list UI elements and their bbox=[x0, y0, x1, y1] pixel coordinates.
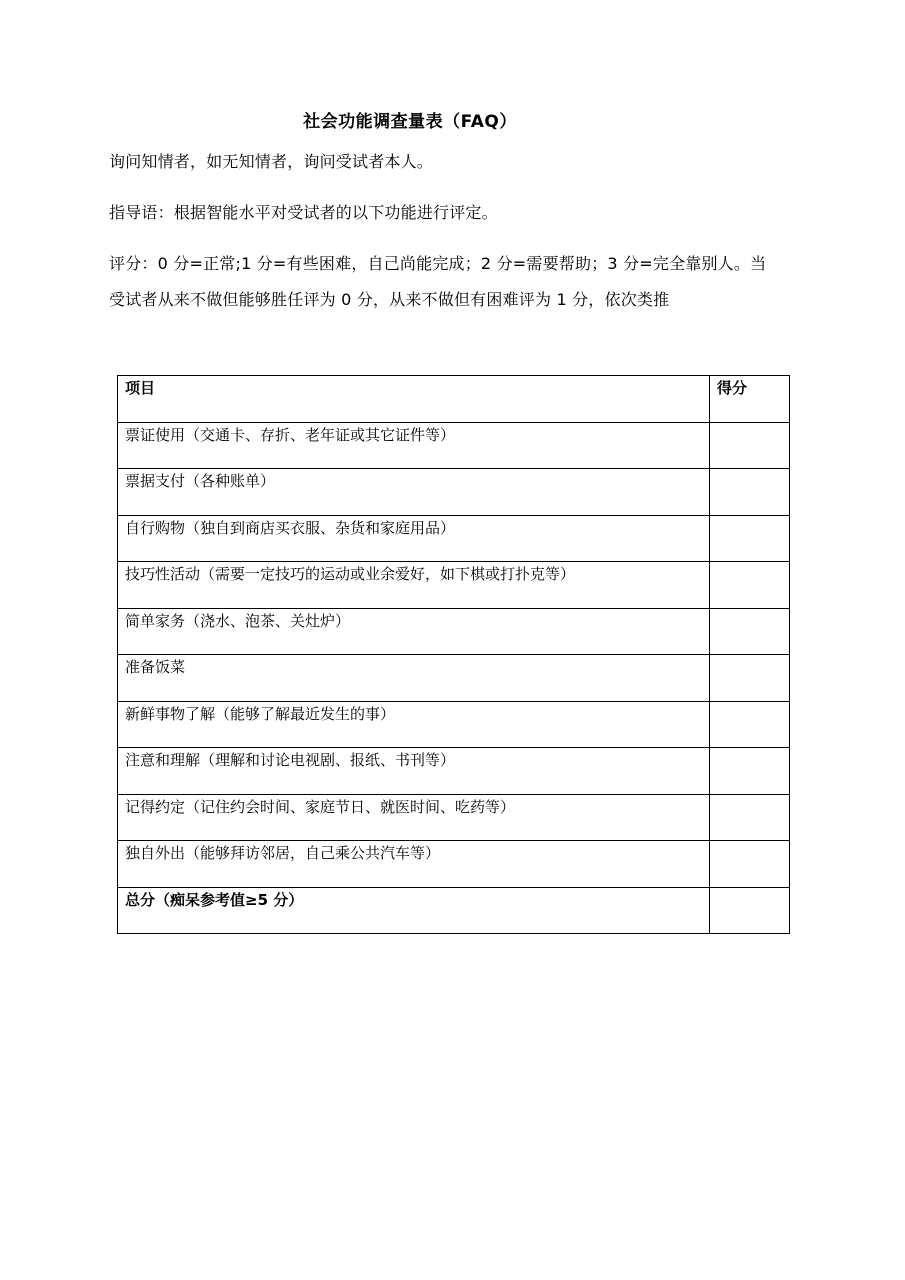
item-cell bbox=[118, 469, 710, 516]
table-row bbox=[118, 422, 790, 469]
score-value bbox=[717, 516, 782, 517]
item-cell bbox=[118, 701, 710, 748]
faq-table bbox=[117, 375, 790, 934]
item-cell bbox=[118, 794, 710, 841]
table-row bbox=[118, 841, 790, 888]
item-cell bbox=[118, 422, 710, 469]
instruction-guide: 指导语：根据智能水平对受试者的以下功能进行评定。 bbox=[109, 203, 498, 222]
score-value bbox=[717, 795, 782, 796]
total-label-cell bbox=[118, 887, 710, 934]
item-cell bbox=[118, 515, 710, 562]
score-value bbox=[717, 469, 782, 470]
table-total-row bbox=[118, 887, 790, 934]
table-header-row bbox=[118, 376, 790, 423]
table-row bbox=[118, 469, 790, 516]
score-cell[interactable] bbox=[710, 422, 790, 469]
score-value bbox=[717, 655, 782, 656]
header-score bbox=[710, 376, 790, 423]
item-label: 准备饭菜 bbox=[125, 658, 186, 676]
score-cell[interactable] bbox=[710, 701, 790, 748]
item-label: 注意和理解（理解和讨论电视剧、报纸、书刊等） bbox=[125, 751, 456, 769]
score-value bbox=[717, 841, 782, 842]
score-cell[interactable] bbox=[710, 608, 790, 655]
table-row bbox=[118, 655, 790, 702]
score-cell[interactable] bbox=[710, 655, 790, 702]
header-score-label: 得分 bbox=[717, 379, 748, 397]
item-label: 简单家务（浇水、泡茶、关灶炉） bbox=[125, 611, 351, 630]
item-cell bbox=[118, 841, 710, 888]
table-row bbox=[118, 515, 790, 562]
item-label: 新鲜事物了解（能够了解最近发生的事） bbox=[125, 704, 396, 723]
item-label: 技巧性活动（需要一定技巧的运动或业余爱好，如下棋或打扑克等） bbox=[125, 565, 576, 583]
score-cell[interactable] bbox=[710, 515, 790, 562]
table-row bbox=[118, 562, 790, 609]
item-label: 自行购物（独自到商店买衣服、杂货和家庭用品） bbox=[125, 518, 456, 537]
scoring-description: 评分：0 分=正常;1 分=有些困难，自己尚能完成；2 分=需要帮助；3 分=完全靠别人。当受试者从来不做但能够胜任评为 0 分，从来不做但有困难评为 1 分，依次类推 bbox=[109, 254, 767, 309]
instruction-informant: 询问知情者，如无知情者，询问受试者本人。 bbox=[109, 152, 434, 171]
score-value bbox=[717, 562, 782, 563]
table-row bbox=[118, 748, 790, 795]
header-item-label: 项目 bbox=[125, 379, 156, 397]
table-row bbox=[118, 608, 790, 655]
header-item bbox=[118, 376, 710, 423]
item-label: 独自外出（能够拜访邻居，自己乘公共汽车等） bbox=[125, 844, 441, 862]
document-title: 社会功能调查量表（FAQ） bbox=[303, 112, 517, 132]
total-score-value bbox=[717, 888, 782, 889]
item-cell bbox=[118, 748, 710, 795]
item-cell bbox=[118, 608, 710, 655]
score-cell[interactable] bbox=[710, 794, 790, 841]
item-cell bbox=[118, 562, 710, 609]
score-cell[interactable] bbox=[710, 562, 790, 609]
score-cell[interactable] bbox=[710, 748, 790, 795]
item-cell bbox=[118, 655, 710, 702]
score-value bbox=[717, 423, 782, 424]
table-row bbox=[118, 701, 790, 748]
total-score-cell[interactable] bbox=[710, 887, 790, 934]
score-cell[interactable] bbox=[710, 841, 790, 888]
score-value bbox=[717, 702, 782, 703]
score-value bbox=[717, 748, 782, 749]
item-label: 票据支付（各种账单） bbox=[125, 472, 276, 490]
table-row bbox=[118, 794, 790, 841]
total-label: 总分（痴呆参考值≥5 分） bbox=[125, 890, 304, 909]
item-label: 记得约定（记住约会时间、家庭节日、就医时间、吃药等） bbox=[125, 797, 516, 816]
score-value bbox=[717, 609, 782, 610]
score-cell[interactable] bbox=[710, 469, 790, 516]
item-label: 票证使用（交通卡、存折、老年证或其它证件等） bbox=[125, 425, 456, 444]
